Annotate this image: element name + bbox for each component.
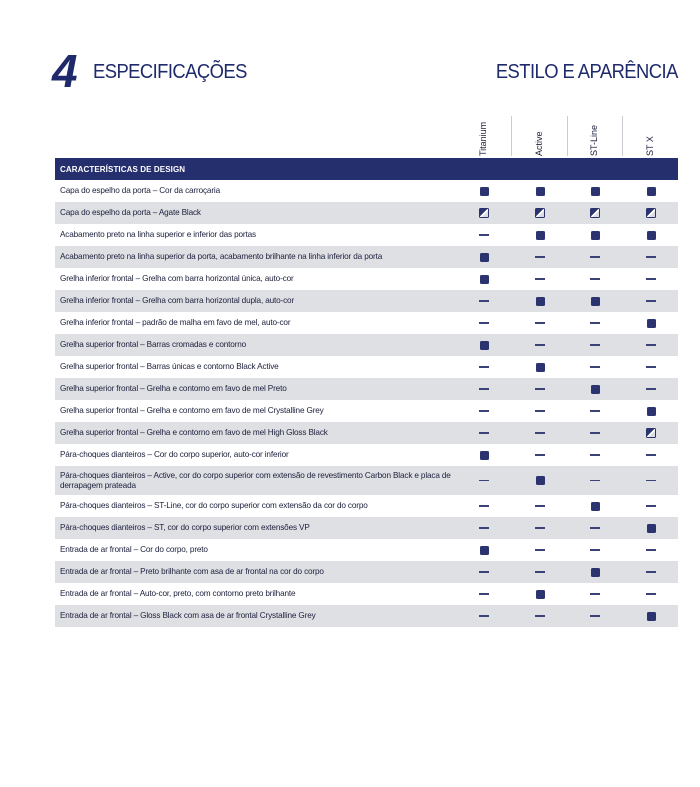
row-label: Capa do espelho da porta – Cor da carroçaria [60,186,220,195]
optional-square-icon [646,428,656,438]
availability-cell [641,605,661,627]
availability-cell [641,268,661,290]
availability-cell [585,224,605,246]
not-available-dash-icon [479,234,489,235]
table-row [55,605,678,627]
not-available-dash-icon [535,278,545,279]
row-label: Entrada de ar frontal – Preto brilhante com asa de ar frontal na cor do corpo [60,567,324,576]
optional-square-icon [590,208,600,218]
availability-cell [474,180,494,202]
optional-square-icon [479,208,489,218]
standard-square-icon [591,385,600,394]
availability-cell [641,356,661,378]
not-available-dash-icon [646,388,656,389]
standard-square-icon [647,612,656,621]
availability-cell [585,356,605,378]
availability-cell [585,583,605,605]
table-row [55,561,678,583]
not-available-dash-icon [646,549,656,550]
not-available-dash-icon [590,527,600,528]
standard-square-icon [647,231,656,240]
table-row [55,583,678,605]
table-row [55,290,678,312]
availability-cell [585,290,605,312]
not-available-dash-icon [646,278,656,279]
not-available-dash-icon [479,527,489,528]
standard-square-icon [480,253,489,262]
table-row [55,356,678,378]
availability-cell [530,400,550,422]
not-available-dash-icon [535,256,545,257]
not-available-dash-icon [590,593,600,594]
not-available-dash-icon [590,615,600,616]
standard-square-icon [480,275,489,284]
not-available-dash-icon [479,571,489,572]
row-label: Pára-choques dianteiros – Cor do corpo superior, auto-cor inferior [60,450,289,459]
availability-cell [641,539,661,561]
not-available-dash-icon [646,256,656,257]
table-row [55,495,678,517]
availability-cell [530,224,550,246]
availability-cell [474,444,494,466]
not-available-dash-icon [590,480,600,481]
availability-cell [530,495,550,517]
availability-cell [474,466,494,495]
table-row [55,268,678,290]
not-available-dash-icon [590,256,600,257]
availability-cell [474,495,494,517]
row-label: Pára-choques dianteiros – Active, cor do corpo superior com extensão de revestimento Carbon Black e placa de derrapagem prateada [60,470,451,490]
availability-cell [474,422,494,444]
availability-cell [530,246,550,268]
category-title: ESTILO E APARÊNCIA [496,61,678,83]
availability-cell [585,246,605,268]
not-available-dash-icon [535,527,545,528]
availability-cell [641,517,661,539]
availability-cell [530,561,550,583]
standard-square-icon [536,187,545,196]
column-header-titanium [474,112,494,156]
table-row [55,334,678,356]
not-available-dash-icon [646,454,656,455]
not-available-dash-icon [590,366,600,367]
availability-cell [641,290,661,312]
row-label: Acabamento preto na linha superior e inferior das portas [60,230,256,239]
table-row [55,539,678,561]
not-available-dash-icon [590,322,600,323]
availability-cell [585,605,605,627]
availability-cell [530,202,550,224]
availability-cell [641,334,661,356]
standard-square-icon [591,297,600,306]
table-row [55,444,678,466]
section-title: ESPECIFICAÇÕES [93,61,247,83]
row-label: Pára-choques dianteiros – ST, cor do corpo superior com extensões VP [60,523,310,532]
availability-cell [530,356,550,378]
column-header-label: ST X [645,136,655,156]
availability-cell [474,290,494,312]
availability-cell [585,378,605,400]
availability-cell [530,539,550,561]
row-label: Entrada de ar frontal – Cor do corpo, preto [60,545,208,554]
availability-cell [585,444,605,466]
column-divider [567,116,568,156]
availability-cell [585,539,605,561]
not-available-dash-icon [479,505,489,506]
availability-cell [530,334,550,356]
chapter-number: 4 [52,45,76,97]
table-body [55,180,678,627]
not-available-dash-icon [479,322,489,323]
table-row [55,180,678,202]
availability-cell [641,466,661,495]
availability-cell [474,561,494,583]
not-available-dash-icon [590,549,600,550]
availability-cell [641,180,661,202]
availability-cell [474,378,494,400]
not-available-dash-icon [646,480,656,481]
availability-cell [641,583,661,605]
standard-square-icon [536,476,545,485]
availability-cell [474,517,494,539]
standard-square-icon [536,297,545,306]
availability-cell [474,312,494,334]
availability-cell [585,400,605,422]
standard-square-icon [480,451,489,460]
availability-cell [530,378,550,400]
availability-cell [641,224,661,246]
standard-square-icon [536,590,545,599]
standard-square-icon [480,341,489,350]
row-label: Entrada de ar frontal – Gloss Black com asa de ar frontal Crystalline Grey [60,611,316,620]
availability-cell [474,605,494,627]
not-available-dash-icon [646,505,656,506]
availability-cell [641,495,661,517]
not-available-dash-icon [479,388,489,389]
design-features-table [55,158,678,627]
standard-square-icon [647,524,656,533]
not-available-dash-icon [479,593,489,594]
availability-cell [530,422,550,444]
availability-cell [530,517,550,539]
availability-cell [530,605,550,627]
availability-cell [641,202,661,224]
standard-square-icon [647,319,656,328]
not-available-dash-icon [535,388,545,389]
not-available-dash-icon [535,410,545,411]
optional-square-icon [646,208,656,218]
not-available-dash-icon [590,410,600,411]
table-row [55,400,678,422]
row-label: Grelha superior frontal – Grelha e contorno em favo de mel Crystalline Grey [60,406,324,415]
availability-cell [585,517,605,539]
column-header-label: Active [534,131,544,156]
availability-cell [585,334,605,356]
availability-cell [474,224,494,246]
table-row [55,422,678,444]
row-label: Acabamento preto na linha superior da porta, acabamento brilhante na linha inferior da porta [60,252,383,261]
availability-cell [641,312,661,334]
not-available-dash-icon [479,300,489,301]
standard-square-icon [480,546,489,555]
standard-square-icon [480,187,489,196]
not-available-dash-icon [479,432,489,433]
availability-cell [585,495,605,517]
row-label: Grelha superior frontal – Grelha e contorno em favo de mel Preto [60,384,287,393]
standard-square-icon [536,363,545,372]
not-available-dash-icon [646,593,656,594]
availability-cell [641,444,661,466]
row-label: Grelha superior frontal – Barras cromadas e contorno [60,340,247,349]
column-header-active [530,112,550,156]
optional-square-icon [535,208,545,218]
table-title: CARACTERÍSTICAS DE DESIGN [55,158,678,180]
not-available-dash-icon [535,571,545,572]
row-label: Grelha inferior frontal – Grelha com barra horizontal dupla, auto-cor [60,296,295,305]
standard-square-icon [591,568,600,577]
availability-cell [474,356,494,378]
row-label: Grelha superior frontal – Barras únicas e contorno Black Active [60,362,279,371]
row-label: Grelha inferior frontal – padrão de malha em favo de mel, auto-cor [60,318,291,327]
table-row [55,378,678,400]
availability-cell [474,539,494,561]
table-row [55,312,678,334]
table-row [55,224,678,246]
column-divider [622,116,623,156]
not-available-dash-icon [535,432,545,433]
not-available-dash-icon [479,410,489,411]
availability-cell [585,268,605,290]
availability-cell [530,290,550,312]
row-label: Grelha superior frontal – Grelha e contorno em favo de mel High Gloss Black [60,428,328,437]
availability-cell [474,583,494,605]
availability-cell [585,202,605,224]
column-header-label: ST-Line [589,124,599,156]
availability-cell [530,312,550,334]
availability-cell [641,378,661,400]
availability-cell [530,268,550,290]
availability-cell [641,246,661,268]
availability-cell [474,334,494,356]
not-available-dash-icon [590,278,600,279]
not-available-dash-icon [479,615,489,616]
not-available-dash-icon [535,549,545,550]
row-label: Entrada de ar frontal – Auto-cor, preto, com contorno preto brilhante [60,589,296,598]
not-available-dash-icon [646,344,656,345]
availability-cell [530,466,550,495]
standard-square-icon [647,187,656,196]
availability-cell [641,422,661,444]
availability-cell [585,312,605,334]
column-header-st-line [585,112,605,156]
availability-cell [530,444,550,466]
table-row [55,466,678,495]
not-available-dash-icon [479,480,489,481]
table-row [55,517,678,539]
availability-cell [474,246,494,268]
column-divider [511,116,512,156]
not-available-dash-icon [590,344,600,345]
not-available-dash-icon [535,615,545,616]
not-available-dash-icon [646,366,656,367]
availability-cell [641,400,661,422]
availability-cell [641,561,661,583]
standard-square-icon [591,231,600,240]
availability-cell [530,583,550,605]
standard-square-icon [591,502,600,511]
row-label: Capa do espelho da porta – Agate Black [60,208,201,217]
not-available-dash-icon [590,432,600,433]
availability-cell [585,466,605,495]
standard-square-icon [591,187,600,196]
not-available-dash-icon [535,344,545,345]
table-row [55,246,678,268]
column-header-st-x [641,112,661,156]
not-available-dash-icon [479,366,489,367]
not-available-dash-icon [646,571,656,572]
availability-cell [530,180,550,202]
availability-cell [585,422,605,444]
not-available-dash-icon [535,454,545,455]
not-available-dash-icon [535,322,545,323]
availability-cell [474,400,494,422]
row-label: Pára-choques dianteiros – ST-Line, cor do corpo superior com extensão da cor do corpo [60,501,368,510]
not-available-dash-icon [590,454,600,455]
availability-cell [585,180,605,202]
standard-square-icon [536,231,545,240]
standard-square-icon [647,407,656,416]
row-label: Grelha inferior frontal – Grelha com barra horizontal única, auto-cor [60,274,294,283]
availability-cell [585,561,605,583]
availability-cell [474,268,494,290]
not-available-dash-icon [646,300,656,301]
table-row [55,202,678,224]
not-available-dash-icon [535,505,545,506]
availability-cell [474,202,494,224]
column-header-label: Titanium [478,121,488,156]
